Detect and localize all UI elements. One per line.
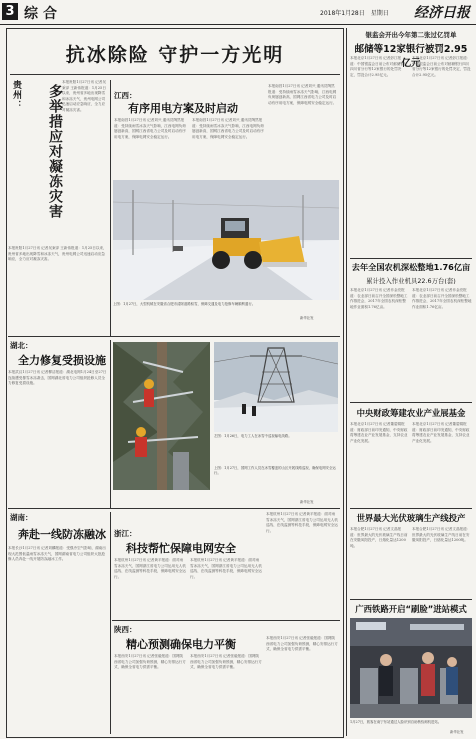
- hubei-region: 湖北：: [10, 341, 33, 350]
- article5-title: 广西铁路开启“刷脸”进站模式: [355, 604, 467, 614]
- jiangxi-region: 江西：: [114, 91, 137, 100]
- article4-title: 世界最大光伏玻璃生产线投产: [356, 513, 466, 523]
- article1-title: 邮储等12家银行被罚2.95亿元: [354, 44, 468, 69]
- jiangxi-col1: 本报南昌1月27日讯 记者刘兴 通讯员陶然报道：受持续雨雪冰冻天气影响，江西电网负荷屡创新高，国网江西省电力公司及时启动有序用电方案，保障电网安全稳定运行。: [114, 118, 186, 139]
- column-divider: [110, 80, 111, 336]
- shaanxi-headline: 精心预测确保电力平衡: [126, 638, 236, 651]
- hubei-headline: 全力修复受损设施: [18, 354, 106, 367]
- lineman-photo: [113, 342, 210, 490]
- zhejiang-col2: 本报杭州1月27日讯 记者黄平报道：面对雨雪冰冻天气，国网浙江省电力公司运用无人机巡线、在线监测等科技手段，保障电网安全运行。: [190, 558, 262, 579]
- jiangxi-headline: 有序用电方案及时启动: [128, 102, 238, 115]
- guizhou-headline: 多举措应对凝冻灾害: [47, 84, 63, 219]
- divider: [350, 258, 472, 259]
- article3-col1: 本报北京1月27日讯 记者董碧娟报道：财政部日前印发通知，中央财政将筹建农业产业发展基金，支持农业产业化发展。: [350, 422, 408, 443]
- article1-col1: 本报北京1月27日讯 记者彭江报道：中国银监会日前公布对邮储银行四川省分行等12家银行的处罚决定，罚没合计2.95亿元。: [350, 56, 408, 77]
- article5-caption: 1月27日，旅客在南宁东站通过人脸识别自助核验闸机进站。: [350, 720, 442, 724]
- issue-date: 2018年1月28日 星期日: [320, 10, 389, 17]
- jiangxi-col3: 本报南昌1月27日讯 记者刘兴 通讯员陶然报道：受持续雨雪冰冻天气影响，江西电网负荷屡创新高，国网江西省电力公司及时启动有序用电方案，保障电网安全稳定运行。: [268, 84, 337, 105]
- photo2-caption: 左图：1月26日，电力工人在冰雪中巡视输电线路。: [214, 434, 292, 438]
- divider: [350, 508, 472, 509]
- article2-col2: 本报北京1月27日讯 记者乔金亮报道：农业部日前召开全国深松整地工作推进会，2017年全国农机深松整地作业面积1.76亿亩。: [412, 288, 472, 309]
- article5-credit: 新华社发: [450, 730, 464, 734]
- article1-kicker: 银监会开出今年第二张过亿罚单: [365, 31, 457, 39]
- column-divider: [110, 512, 111, 734]
- station-gate-photo: [350, 618, 472, 718]
- station-gate-illustration: [350, 618, 472, 718]
- shaanxi-col3: 本报西安1月27日讯 记者张毅报道：国网陕西省电力公司加强负荷预测，精心安排运行方式，确保全省电力供需平衡。: [266, 636, 338, 652]
- divider: [112, 620, 340, 621]
- snow-plow-illustration: [113, 180, 339, 300]
- article2-title: 去年全国农机深松整地1.76亿亩: [351, 262, 471, 272]
- shaanxi-region: 陕西：: [114, 625, 137, 634]
- right-column-divider: [346, 28, 347, 736]
- divider: [8, 336, 340, 337]
- article2-subtitle: 累计投入作业机具22.6万台(套): [366, 277, 456, 285]
- guizhou-body: 本报贵阳1月27日讯 记者吴秉泽 王新伟报道：1月25日以来，贵州省多地出现降雪和冰冻天气，贵州电网公司迅速启动应急响应，全力应对凝冻灾害。: [62, 80, 106, 112]
- article3-col2: 本报北京1月27日讯 记者董碧娟报道：财政部日前印发通知，中央财政将筹建农业产业发展基金，支持农业产业化发展。: [412, 422, 470, 443]
- lineman-illustration: [113, 342, 210, 490]
- snow-plow-photo: [113, 180, 339, 300]
- hunan-region: 湖南：: [10, 513, 33, 522]
- power-tower-photo: [214, 342, 338, 432]
- article3-title: 中央财政筹建农业产业展基金: [356, 408, 466, 418]
- shaanxi-col2: 本报西安1月27日讯 记者张毅报道：国网陕西省电力公司加强负荷预测，精心安排运行方式，确保全省电力供需平衡。: [190, 654, 262, 670]
- jiangxi-col2: 本报南昌1月27日讯 记者刘兴 通讯员陶然报道：受持续雨雪冰冻天气影响，江西电网负荷屡创新高，国网江西省电力公司及时启动有序用电方案，保障电网安全稳定运行。: [192, 118, 264, 139]
- page-header: [0, 0, 476, 25]
- hunan-body: 本报长沙1月27日讯 记者刘麟报道：受强冷空气影响，湖南出现大范围低温雨雪冰冻天气，国网湖南省电力公司组织大批抢修人员奔赴一线开展防冻融冰工作。: [8, 546, 106, 562]
- page-number: 3: [2, 3, 18, 20]
- newspaper-logo: 经济日报: [414, 5, 470, 21]
- divider: [350, 599, 472, 600]
- power-tower-illustration: [214, 342, 338, 432]
- photo1-caption: 上图：1月27日，大型机械在安徽省合肥市清除道路积雪，保障交通及电力抢修车辆顺利通行。: [113, 302, 256, 306]
- zhejiang-region: 浙江：: [114, 529, 137, 538]
- zhejiang-col1: 本报杭州1月27日讯 记者黄平报道：面对雨雪冰冻天气，国网浙江省电力公司运用无人机巡线、在线监测等科技手段，保障电网安全运行。: [114, 558, 186, 579]
- main-title: 抗冰除险 守护一方光明: [65, 44, 285, 66]
- guizhou-region: 贵州：: [11, 80, 21, 110]
- column-divider: [110, 340, 111, 508]
- article4-col1: 本报合肥1月27日讯 记者文晶报道：世界最大的光伏玻璃生产线日前在安徽凤阳投产，日熔化量达1200吨。: [350, 527, 408, 548]
- article2-col1: 本报北京1月27日讯 记者乔金亮报道：农业部日前召开全国深松整地工作推进会，2017年全国农机深松整地作业面积1.76亿亩。: [350, 288, 408, 309]
- zhejiang-col3: 本报杭州1月27日讯 记者黄平报道：面对雨雪冰冻天气，国网浙江省电力公司运用无人机巡线、在线监测等科技手段，保障电网安全运行。: [266, 512, 338, 533]
- photo3-caption: 上图：1月27日，国网工作人员在冰雪覆盖的山区开展线路巡视，确保电网安全运行。: [214, 466, 336, 475]
- hunan-headline: 奔赴一线防冻融冰: [18, 528, 106, 541]
- divider: [350, 402, 472, 403]
- article4-col2: 本报合肥1月27日讯 记者文晶报道：世界最大的光伏玻璃生产线日前在安徽凤阳投产，日熔化量达1200吨。: [412, 527, 471, 543]
- section-name: 综合: [24, 6, 62, 22]
- zhejiang-headline: 科技帮忙保障电网安全: [126, 542, 236, 555]
- hubei-body: 本报武汉1月27日讯 记者柳洁报道：湖北电网1月24日至27日连续遭受暴雪冰冻袭击，国网湖北省电力公司组织抢修人员全力修复受损设施。: [8, 370, 107, 386]
- guizhou-body-cont: 本报贵阳1月27日讯 记者吴秉泽 王新伟报道：1月25日以来，贵州省多地出现降雪和冰冻天气，贵州电网公司迅速启动应急响应，全力应对凝冻灾害。: [8, 246, 107, 262]
- divider: [10, 74, 340, 75]
- divider: [8, 508, 340, 509]
- shaanxi-col1: 本报西安1月27日讯 记者张毅报道：国网陕西省电力公司加强负荷预测，精心安排运行方式，确保全省电力供需平衡。: [114, 654, 186, 670]
- article1-col2: 本报北京1月27日讯 记者彭江报道：中国银监会日前公布对邮储银行四川省分行等12家银行的处罚决定，罚没合计2.95亿元。: [412, 56, 471, 77]
- photo1-credit: 新华社发: [300, 316, 314, 320]
- photo-credit: 新华社发: [300, 500, 314, 504]
